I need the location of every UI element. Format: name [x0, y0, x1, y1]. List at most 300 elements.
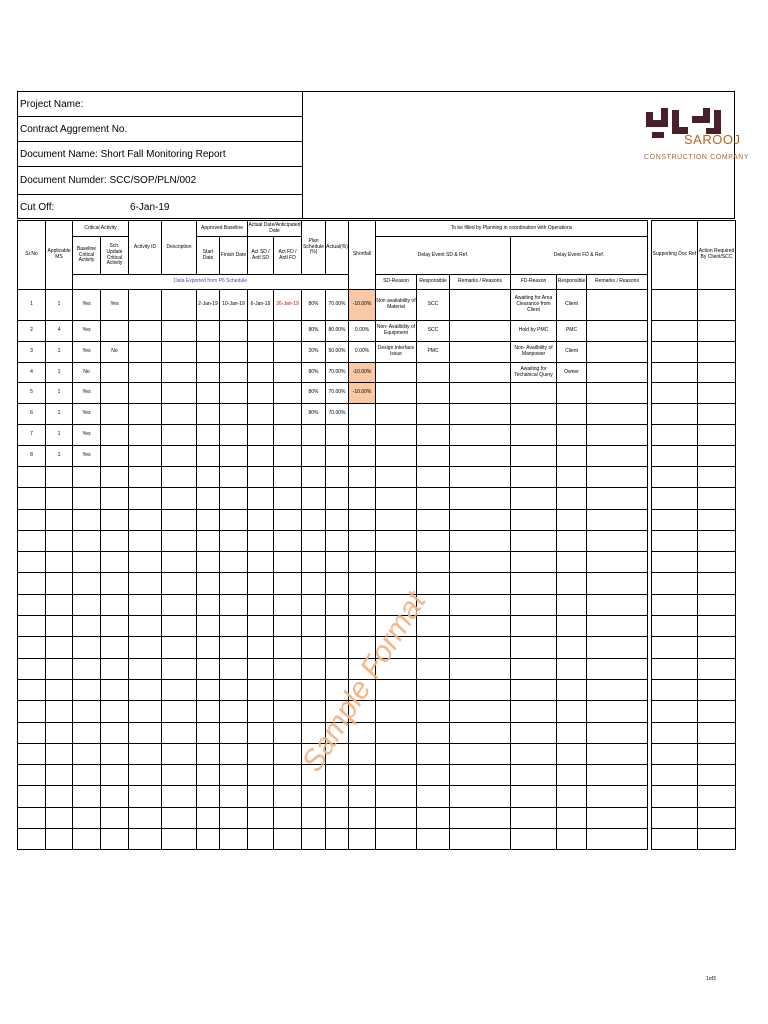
cell-applicable-ms: 1: [46, 290, 73, 321]
cell-actual-pct: [326, 467, 349, 488]
cell-sd-responsible: [417, 446, 450, 467]
cell-baseline-critical: [73, 488, 101, 509]
cell-sd-reason: [376, 363, 417, 383]
cell-fd-remarks: [587, 342, 648, 363]
cell-act-sd: [248, 616, 274, 637]
table-row: [18, 383, 736, 404]
cell-sr-no: 1: [18, 290, 46, 321]
cell-shortfall: [349, 509, 376, 530]
cell-plan-schedule: 80%: [302, 363, 326, 383]
cell-start-date: [197, 594, 220, 615]
table-row: [18, 786, 736, 807]
cell-sd-reason: [376, 765, 417, 786]
cell-sd-remarks: [450, 658, 511, 679]
cell-act-sd: [248, 363, 274, 383]
cell-sd-reason: [376, 786, 417, 807]
cell-actual-pct: [326, 637, 349, 658]
cell-activity-id: [129, 765, 162, 786]
cell-act-fd: [274, 530, 302, 551]
cell-shortfall: [349, 530, 376, 551]
table-row: [18, 404, 736, 425]
cell-sch-update: [101, 488, 129, 509]
cell-action-required: [698, 786, 736, 807]
contract-number: Contract Aggrement No.: [18, 117, 302, 142]
cell-activity-id: [129, 616, 162, 637]
cell-actual-pct: [326, 488, 349, 509]
cell-act-sd: [248, 383, 274, 404]
cell-fd-remarks: [587, 425, 648, 446]
col-supporting-doc: Supporting Doc Ref: [652, 221, 698, 290]
cutoff-value: 6-Jan-19: [130, 201, 170, 213]
cell-sd-responsible: [417, 743, 450, 764]
cell-sd-remarks: [450, 637, 511, 658]
cell-sd-remarks: [450, 616, 511, 637]
cell-sr-no: 7: [18, 425, 46, 446]
table-row: [18, 509, 736, 530]
cell-activity-id: [129, 573, 162, 594]
cell-act-sd: [248, 829, 274, 850]
cell-activity-id: [129, 446, 162, 467]
cell-fd-reason: Non- Availbility of Manpower: [511, 342, 557, 363]
sample-format-watermark: Sample Format: [295, 586, 433, 778]
cell-action-required: [698, 722, 736, 743]
cell-fd-responsible: Owner: [557, 363, 587, 383]
cell-act-sd: 6-Jan-19: [248, 290, 274, 321]
cell-action-required: [698, 342, 736, 363]
cell-sr-no: 4: [18, 363, 46, 383]
cell-sd-remarks: [450, 807, 511, 828]
col-delay-fd: Delay Event FD & Ref.: [511, 237, 648, 275]
cell-description: [162, 573, 197, 594]
cell-finish-date: [220, 573, 248, 594]
cell-fd-remarks: [587, 679, 648, 700]
cell-finish-date: [220, 637, 248, 658]
cell-supporting-doc: [652, 321, 698, 342]
cell-shortfall: [349, 404, 376, 425]
cell-fd-reason: [511, 637, 557, 658]
cell-action-required: [698, 616, 736, 637]
cell-sr-no: 3: [18, 342, 46, 363]
cell-start-date: 2-Jan-19: [197, 290, 220, 321]
cell-act-fd: [274, 616, 302, 637]
cell-sd-remarks: [450, 743, 511, 764]
cell-sd-responsible: PMC: [417, 342, 450, 363]
cell-sd-reason: Non availability of Material: [376, 290, 417, 321]
cell-sd-responsible: [417, 425, 450, 446]
cell-start-date: [197, 616, 220, 637]
cell-act-fd: [274, 488, 302, 509]
cell-activity-id: [129, 743, 162, 764]
cell-act-fd: [274, 467, 302, 488]
cell-sd-responsible: [417, 829, 450, 850]
cell-finish-date: [220, 594, 248, 615]
cell-actual-pct: 70.00%: [326, 290, 349, 321]
table-row: [18, 743, 736, 764]
cell-applicable-ms: 4: [46, 321, 73, 342]
cell-supporting-doc: [652, 594, 698, 615]
cell-applicable-ms: 1: [46, 383, 73, 404]
cell-plan-schedule: 80%: [302, 290, 326, 321]
cell-start-date: [197, 383, 220, 404]
cell-sch-update: [101, 658, 129, 679]
cell-fd-responsible: [557, 658, 587, 679]
col-critical-activity: Critical Activity: [73, 221, 129, 237]
cell-sch-update: [101, 616, 129, 637]
cell-applicable-ms: [46, 573, 73, 594]
col-sd-remarks: Remarks / Reasons: [450, 275, 511, 290]
cell-activity-id: [129, 488, 162, 509]
cell-sch-update: [101, 573, 129, 594]
logo-tagline: CONSTRUCTION COMPANY: [644, 154, 750, 161]
cell-shortfall: -10.00%: [349, 383, 376, 404]
cell-start-date: [197, 488, 220, 509]
cell-act-sd: [248, 679, 274, 700]
cell-sd-remarks: [450, 290, 511, 321]
cell-applicable-ms: 1: [46, 342, 73, 363]
table-row: [18, 342, 736, 363]
shortfall-table: [17, 220, 736, 850]
cell-sd-remarks: [450, 488, 511, 509]
cell-shortfall: [349, 829, 376, 850]
cell-shortfall: [349, 552, 376, 573]
cell-applicable-ms: 1: [46, 446, 73, 467]
cell-action-required: [698, 829, 736, 850]
cell-fd-responsible: [557, 594, 587, 615]
cell-fd-reason: Awaiting for Techanical Query: [511, 363, 557, 383]
cell-finish-date: [220, 722, 248, 743]
cell-sd-reason: [376, 383, 417, 404]
header-row-2: [18, 237, 736, 275]
cell-supporting-doc: [652, 446, 698, 467]
table-row: [18, 425, 736, 446]
cell-finish-date: [220, 363, 248, 383]
cell-fd-remarks: [587, 743, 648, 764]
cell-act-fd: [274, 446, 302, 467]
cell-activity-id: [129, 829, 162, 850]
cell-act-sd: [248, 425, 274, 446]
cell-finish-date: [220, 342, 248, 363]
col-start-date: Start Date: [197, 237, 220, 275]
col-description: Description: [162, 221, 197, 275]
table-row: [18, 765, 736, 786]
cell-sd-remarks: [450, 321, 511, 342]
cell-sch-update: [101, 743, 129, 764]
cell-sd-remarks: [450, 701, 511, 722]
cell-fd-reason: Hold by PMC: [511, 321, 557, 342]
cell-fd-remarks: [587, 552, 648, 573]
cell-plan-schedule: [302, 425, 326, 446]
cell-description: [162, 446, 197, 467]
col-shortfall: Shortfall: [349, 221, 376, 290]
cell-plan-schedule: [302, 616, 326, 637]
cell-sd-remarks: [450, 722, 511, 743]
cell-act-fd: [274, 658, 302, 679]
cell-act-sd: [248, 552, 274, 573]
cell-action-required: [698, 807, 736, 828]
cell-act-sd: [248, 530, 274, 551]
cell-baseline-critical: [73, 722, 101, 743]
cell-activity-id: [129, 509, 162, 530]
cell-actual-pct: [326, 509, 349, 530]
cell-finish-date: [220, 679, 248, 700]
col-fd-reason: FD-Reason: [511, 275, 557, 290]
col-delay-sd: Delay Event SD & Ref.: [376, 237, 511, 275]
cell-finish-date: [220, 743, 248, 764]
cell-sd-responsible: [417, 679, 450, 700]
cell-sd-reason: [376, 467, 417, 488]
cell-act-fd: [274, 679, 302, 700]
cell-sd-remarks: [450, 404, 511, 425]
cell-act-fd: [274, 321, 302, 342]
table-row: [18, 573, 736, 594]
cell-supporting-doc: [652, 290, 698, 321]
cell-sd-reason: [376, 722, 417, 743]
cell-actual-pct: [326, 807, 349, 828]
cell-activity-id: [129, 342, 162, 363]
cell-description: [162, 807, 197, 828]
cell-applicable-ms: [46, 488, 73, 509]
cell-baseline-critical: No: [73, 363, 101, 383]
cell-shortfall: [349, 765, 376, 786]
cell-fd-reason: [511, 807, 557, 828]
logo-wordmark: SAROOJ: [684, 132, 741, 147]
cell-baseline-critical: [73, 616, 101, 637]
cell-sr-no: 6: [18, 404, 46, 425]
cell-sd-responsible: SCC: [417, 290, 450, 321]
cell-shortfall: -10.00%: [349, 290, 376, 321]
cell-shortfall: [349, 573, 376, 594]
cell-fd-reason: [511, 658, 557, 679]
col-applicable-ms: Applicable MS: [46, 221, 73, 290]
cell-shortfall: [349, 807, 376, 828]
col-sd-responsible: Responsible: [417, 275, 450, 290]
cell-act-fd: [274, 765, 302, 786]
cell-plan-schedule: [302, 637, 326, 658]
cell-action-required: [698, 404, 736, 425]
sarooj-logo: [644, 106, 750, 170]
cell-plan-schedule: 20%: [302, 342, 326, 363]
cell-supporting-doc: [652, 829, 698, 850]
cell-supporting-doc: [652, 616, 698, 637]
cell-sr-no: [18, 679, 46, 700]
cell-fd-responsible: [557, 829, 587, 850]
header-row-1: [18, 221, 736, 237]
cell-sr-no: [18, 829, 46, 850]
cell-action-required: [698, 446, 736, 467]
cutoff-row: [18, 195, 302, 219]
cell-baseline-critical: [73, 594, 101, 615]
cell-sr-no: 5: [18, 383, 46, 404]
cell-activity-id: [129, 530, 162, 551]
cell-description: [162, 290, 197, 321]
cell-sd-responsible: [417, 488, 450, 509]
cell-start-date: [197, 679, 220, 700]
cell-sch-update: Yes: [101, 290, 129, 321]
cell-sch-update: [101, 765, 129, 786]
cell-sd-remarks: [450, 383, 511, 404]
cell-plan-schedule: [302, 509, 326, 530]
cell-sd-responsible: [417, 509, 450, 530]
cell-fd-reason: [511, 488, 557, 509]
table-row: [18, 530, 736, 551]
cell-actual-pct: 50.00%: [326, 342, 349, 363]
cell-baseline-critical: Yes: [73, 404, 101, 425]
cell-sd-remarks: [450, 552, 511, 573]
cell-start-date: [197, 425, 220, 446]
cell-description: [162, 637, 197, 658]
cell-sr-no: [18, 488, 46, 509]
document-name: Document Name: Short Fall Monitoring Report: [18, 142, 302, 167]
cell-actual-pct: [326, 786, 349, 807]
header-divider: [302, 92, 303, 218]
cell-fd-responsible: PMC: [557, 321, 587, 342]
cell-action-required: [698, 743, 736, 764]
cell-sd-remarks: [450, 594, 511, 615]
cell-action-required: [698, 363, 736, 383]
cell-plan-schedule: [302, 488, 326, 509]
table-row: [18, 467, 736, 488]
cell-supporting-doc: [652, 552, 698, 573]
cell-activity-id: [129, 679, 162, 700]
cell-description: [162, 701, 197, 722]
cell-action-required: [698, 290, 736, 321]
cell-sr-no: [18, 509, 46, 530]
cell-shortfall: [349, 594, 376, 615]
cell-baseline-critical: [73, 552, 101, 573]
cell-sd-responsible: [417, 363, 450, 383]
cell-action-required: [698, 679, 736, 700]
cell-supporting-doc: [652, 342, 698, 363]
cell-sd-responsible: SCC: [417, 321, 450, 342]
cell-fd-remarks: [587, 383, 648, 404]
cell-finish-date: [220, 488, 248, 509]
cell-sr-no: [18, 616, 46, 637]
cell-plan-schedule: [302, 829, 326, 850]
cell-supporting-doc: [652, 404, 698, 425]
cell-plan-schedule: [302, 679, 326, 700]
cell-sr-no: [18, 701, 46, 722]
cell-sch-update: [101, 722, 129, 743]
cell-supporting-doc: [652, 363, 698, 383]
cell-description: [162, 488, 197, 509]
cell-sr-no: [18, 467, 46, 488]
cell-start-date: [197, 658, 220, 679]
cell-fd-remarks: [587, 321, 648, 342]
cell-sd-reason: [376, 509, 417, 530]
cell-baseline-critical: [73, 807, 101, 828]
cell-fd-responsible: [557, 404, 587, 425]
cell-act-sd: [248, 786, 274, 807]
cell-fd-responsible: [557, 765, 587, 786]
cell-baseline-critical: Yes: [73, 321, 101, 342]
cell-fd-remarks: [587, 594, 648, 615]
cell-baseline-critical: [73, 573, 101, 594]
cell-description: [162, 786, 197, 807]
table-row: [18, 829, 736, 850]
cell-act-fd: [274, 509, 302, 530]
cell-act-sd: [248, 488, 274, 509]
cell-fd-remarks: [587, 446, 648, 467]
cell-fd-reason: [511, 786, 557, 807]
cell-sd-responsible: [417, 383, 450, 404]
cell-baseline-critical: [73, 467, 101, 488]
cell-sr-no: [18, 594, 46, 615]
table-row: [18, 552, 736, 573]
cell-baseline-critical: Yes: [73, 290, 101, 321]
cell-actual-pct: [326, 446, 349, 467]
cell-fd-responsible: [557, 722, 587, 743]
cell-description: [162, 321, 197, 342]
col-sd-reason: SD-Reason: [376, 275, 417, 290]
cell-finish-date: [220, 404, 248, 425]
cell-fd-responsible: [557, 488, 587, 509]
cell-finish-date: [220, 786, 248, 807]
cell-sr-no: [18, 637, 46, 658]
cell-act-fd: [274, 552, 302, 573]
table-row: [18, 321, 736, 342]
cell-applicable-ms: [46, 467, 73, 488]
cell-start-date: [197, 509, 220, 530]
cell-finish-date: [220, 807, 248, 828]
cell-description: [162, 679, 197, 700]
cell-fd-remarks: [587, 509, 648, 530]
cell-fd-responsible: [557, 616, 587, 637]
cell-applicable-ms: [46, 765, 73, 786]
col-action-required: Action Required By Client/SCC: [698, 221, 736, 290]
cell-sr-no: [18, 658, 46, 679]
cell-fd-remarks: [587, 363, 648, 383]
cell-finish-date: [220, 467, 248, 488]
col-act-sd: Act SD / Antl SD: [248, 237, 274, 275]
cell-act-sd: [248, 658, 274, 679]
cell-finish-date: [220, 509, 248, 530]
cell-supporting-doc: [652, 722, 698, 743]
cell-activity-id: [129, 363, 162, 383]
cell-applicable-ms: [46, 658, 73, 679]
cell-fd-responsible: [557, 637, 587, 658]
cell-act-fd: [274, 404, 302, 425]
cell-applicable-ms: [46, 829, 73, 850]
cell-supporting-doc: [652, 530, 698, 551]
document-number: Document Numder: SCC/SOP/PLN/002: [18, 167, 302, 195]
cell-finish-date: [220, 552, 248, 573]
cell-sd-reason: Design Interface Issue: [376, 342, 417, 363]
cell-action-required: [698, 530, 736, 551]
cell-sd-remarks: [450, 425, 511, 446]
cell-description: [162, 765, 197, 786]
cell-description: [162, 743, 197, 764]
cell-activity-id: [129, 552, 162, 573]
cell-sd-reason: [376, 701, 417, 722]
cell-sd-remarks: [450, 679, 511, 700]
cell-plan-schedule: [302, 807, 326, 828]
cell-plan-schedule: [302, 467, 326, 488]
cell-fd-remarks: [587, 488, 648, 509]
cell-action-required: [698, 467, 736, 488]
cell-fd-reason: [511, 829, 557, 850]
cell-start-date: [197, 467, 220, 488]
table-row: [18, 363, 736, 383]
cell-fd-reason: [511, 594, 557, 615]
cell-sd-reason: [376, 829, 417, 850]
cell-fd-responsible: [557, 509, 587, 530]
cell-fd-responsible: [557, 807, 587, 828]
cell-actual-pct: 70.00%: [326, 404, 349, 425]
cell-activity-id: [129, 658, 162, 679]
cell-sch-update: [101, 679, 129, 700]
cell-act-sd: [248, 321, 274, 342]
cell-sch-update: [101, 467, 129, 488]
